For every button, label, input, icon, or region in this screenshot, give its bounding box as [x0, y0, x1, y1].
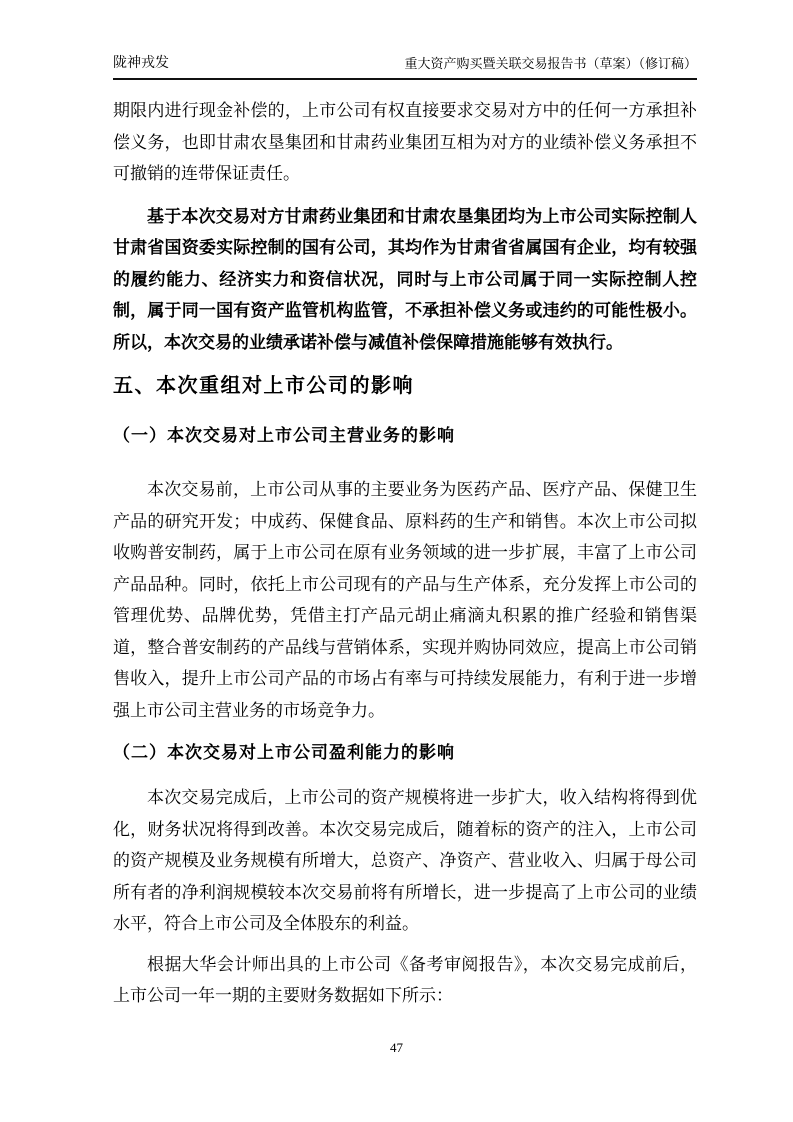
paragraph-compensation-obligation: 期限内进行现金补偿的，上市公司有权直接要求交易对方中的任何一方承担补偿义务，也即甘肃农垦集团和甘肃药业集团互相为对方的业绩补偿义务承担不可撤销的连带保证责任。 [113, 101, 697, 183]
paragraph-profitability-impact: 本次交易完成后，上市公司的资产规模将进一步扩大，收入结构将得到优化，财务状况将得到改善。本次交易完成后，随着标的资产的注入，上市公司的资产规模及业务规模有所增大，总资产、净资产、营业收入、归属于母公司所有者的净利润规模较本次交易前将有所增长，进一步提高了上市公司的业绩水平，符合上市公司及全体股东的利益。 [113, 788, 697, 933]
section-heading-impact-on-listed-company: 五、本次重组对上市公司的影响 [113, 375, 414, 397]
document-body [113, 95, 697, 1012]
page-header [113, 55, 697, 80]
subsection-heading-profitability-impact: （二）本次交易对上市公司盈利能力的影响 [113, 743, 455, 762]
paragraph-audit-report-reference: 根据大华会计师出具的上市公司《备考审阅报告》，本次交易完成前后，上市公司一年一期的主要财务数据如下所示： [113, 954, 697, 1005]
subsection-heading-main-business-impact: （一）本次交易对上市公司主营业务的影响 [113, 426, 455, 445]
header-company-name: 陇神戎发 [113, 56, 169, 71]
header-document-title: 重大资产购买暨关联交易报告书（草案）（修订稿） [404, 56, 697, 71]
page-number: 47 [390, 1040, 403, 1055]
page-footer [0, 1040, 793, 1056]
paragraph-guarantee-emphasis: 基于本次交易对方甘肃药业集团和甘肃农垦集团均为上市公司实际控制人甘肃省国资委实际控制的国有公司，其均作为甘肃省省属国有企业，均有较强的履约能力、经济实力和资信状况，同时与上市公司属于同一实际控制人控制，属于同一国有资产监管机构监管，不承担补偿义务或违约的可能性极小。所以，本次交易的业绩承诺补偿与减值补偿保障措施能够有效执行。 [113, 206, 697, 352]
paragraph-main-business-impact: 本次交易前，上市公司从事的主要业务为医药产品、医疗产品、保健卫生产品的研究开发；中成药、保健食品、原料药的生产和销售。本次上市公司拟收购普安制药，属于上市公司在原有业务领域的进一步扩展，丰富了上市公司产品品种。同时，依托上市公司现有的产品与生产体系，充分发挥上市公司的管理优势、品牌优势，凭借主打产品元胡止痛滴丸积累的推广经验和销售渠道，整合普安制药的产品线与营销体系，实现并购协同效应，提高上市公司销售收入，提升上市公司产品的市场占有率与可持续发展能力，有利于进一步增强上市公司主营业务的市场竞争力。 [113, 480, 697, 720]
